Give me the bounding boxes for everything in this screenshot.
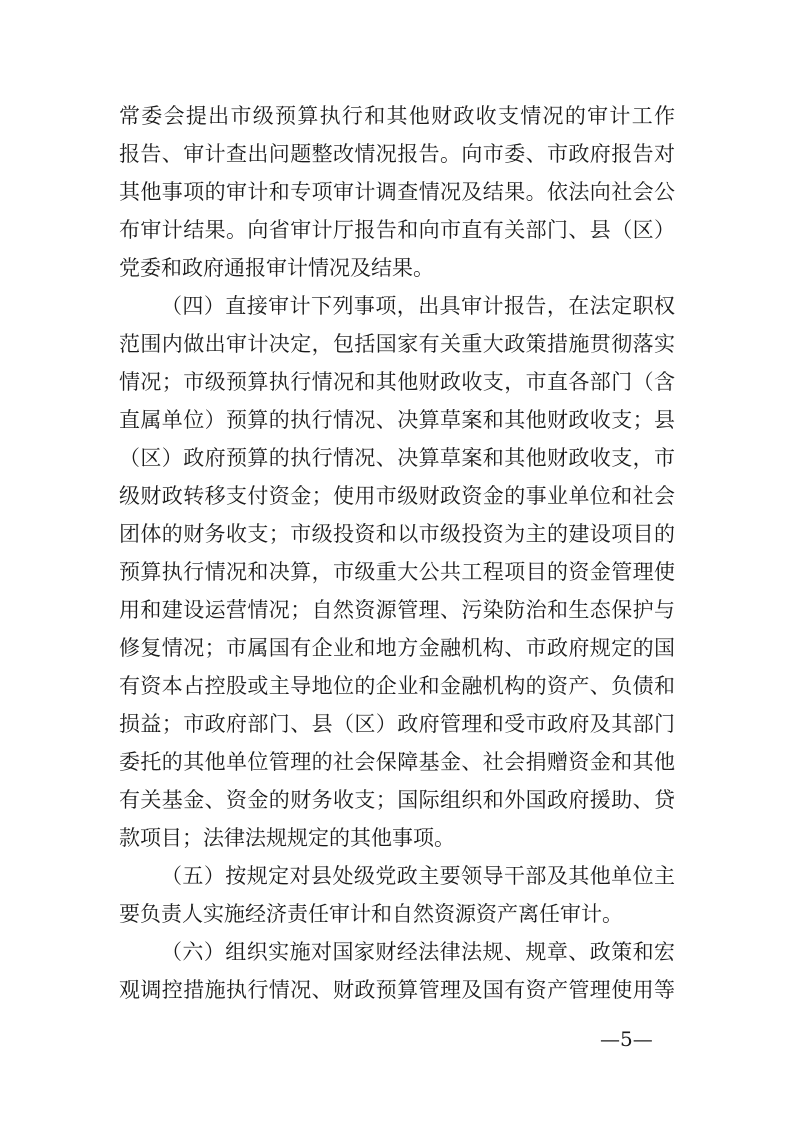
text-line: 有资本占控股或主导地位的企业和金融机构的资产、负债和 xyxy=(119,674,675,698)
paragraph-first-line: （六）组织实施对国家财经法律法规、规章、政策和宏 xyxy=(161,940,675,964)
text-line: 有关基金、资金的财务收支；国际组织和外国政府援助、贷 xyxy=(119,788,675,812)
text-line: 要负责人实施经济责任审计和自然资源资产离任审计。 xyxy=(119,902,623,926)
text-line: 委托的其他单位管理的社会保障基金、社会捐赠资金和其他 xyxy=(119,750,675,774)
text-line: 报告、审计查出问题整改情况报告。向市委、市政府报告对 xyxy=(119,142,675,166)
text-line: 情况；市级预算执行情况和其他财政收支，市直各部门（含 xyxy=(119,370,675,394)
text-line: 其他事项的审计和专项审计调查情况及结果。依法向社会公 xyxy=(119,180,675,204)
text-line: 预算执行情况和决算，市级重大公共工程项目的资金管理使 xyxy=(119,560,675,584)
text-line: 级财政转移支付资金；使用市级财政资金的事业单位和社会 xyxy=(119,484,675,508)
text-line: 布审计结果。向省审计厅报告和向市直有关部门、县（区） xyxy=(119,218,675,242)
text-line: 款项目；法律法规规定的其他事项。 xyxy=(119,826,455,850)
text-line: （区）政府预算的执行情况、决算草案和其他财政收支，市 xyxy=(119,446,675,470)
text-line: 损益；市政府部门、县（区）政府管理和受市政府及其部门 xyxy=(119,712,675,736)
paragraph-first-line: （四）直接审计下列事项，出具审计报告，在法定职权 xyxy=(161,294,675,318)
text-line: 用和建设运营情况；自然资源管理、污染防治和生态保护与 xyxy=(119,598,675,622)
text-line: 范围内做出审计决定，包括国家有关重大政策措施贯彻落实 xyxy=(119,332,675,356)
text-line: 直属单位）预算的执行情况、决算草案和其他财政收支；县 xyxy=(119,408,675,432)
text-line: 修复情况；市属国有企业和地方金融机构、市政府规定的国 xyxy=(119,636,675,660)
text-line: 党委和政府通报审计情况及结果。 xyxy=(119,256,434,280)
text-line: 观调控措施执行情况、财政预算管理及国有资产管理使用等 xyxy=(119,978,675,1002)
page-number: —5— xyxy=(600,1027,653,1051)
paragraph-first-line: （五）按规定对县处级党政主要领导干部及其他单位主 xyxy=(161,864,675,888)
text-line: 团体的财务收支；市级投资和以市级投资为主的建设项目的 xyxy=(119,522,675,546)
text-line: 常委会提出市级预算执行和其他财政收支情况的审计工作 xyxy=(119,104,675,128)
